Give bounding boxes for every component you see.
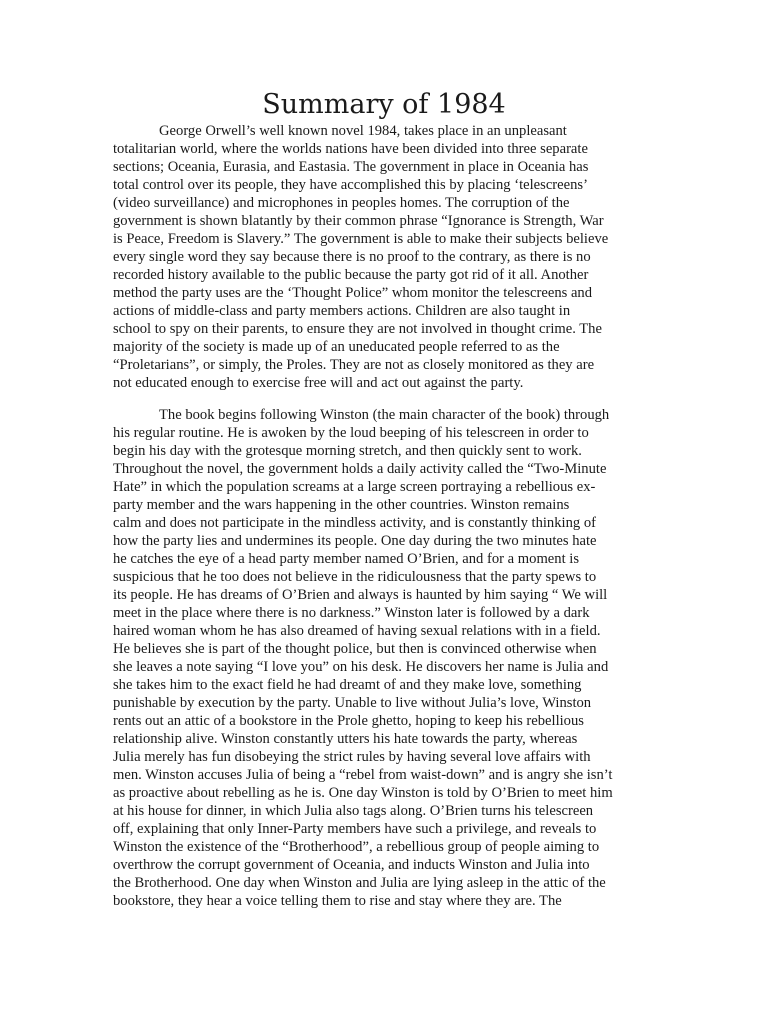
text-line: sections; Oceania, Eurasia, and Eastasia. The government in place in Oceania has: [113, 159, 589, 175]
text-line: its people. He has dreams of O’Brien and always is haunted by him saying “ We will: [113, 587, 608, 603]
text-line: actions of middle-class and party members actions. Children are also taught in: [113, 303, 571, 319]
text-line: off, explaining that only Inner-Party members have such a privilege, and reveals to: [113, 821, 597, 837]
text-line: “Proletarians”, or simply, the Proles. They are not as closely monitored as they are: [113, 357, 595, 373]
text-line: method the party uses are the ‘Thought Police” whom monitor the telescreens and: [113, 285, 593, 301]
text-line: school to spy on their parents, to ensure they are not involved in thought crime. The: [113, 321, 602, 337]
text-line: at his house for dinner, in which Julia also tags along. O’Brien turns his telescreen: [113, 803, 594, 819]
text-line: is Peace, Freedom is Slavery.” The government is able to make their subjects believe: [113, 231, 609, 247]
text-line: Throughout the novel, the government holds a daily activity called the “Two-Minute: [113, 461, 607, 477]
text-line: his regular routine. He is awoken by the loud beeping of his telescreen in order to: [113, 425, 589, 441]
text-line: totalitarian world, where the worlds nations have been divided into three separate: [113, 141, 588, 157]
text-line: majority of the society is made up of an uneducated people referred to as the: [113, 339, 560, 355]
text-line: men. Winston accuses Julia of being a “rebel from waist-down” and is angry she isn’t: [113, 767, 613, 783]
paragraph-1: [113, 122, 661, 392]
text-line: how the party lies and undermines its people. One day during the two minutes hate: [113, 533, 597, 549]
text-line: every single word they say because there is no proof to the contrary, as there is no: [113, 249, 591, 265]
text-line: party member and the wars happening in the other countries. Winston remains: [113, 497, 570, 513]
text-line: rents out an attic of a bookstore in the Prole ghetto, hoping to keep his rebellious: [113, 713, 584, 729]
text-line: (video surveillance) and microphones in peoples homes. The corruption of the: [113, 195, 570, 211]
text-line: George Orwell’s well known novel 1984, takes place in an unpleasant: [159, 123, 567, 139]
page-title: Summary of 1984: [262, 89, 506, 120]
text-line: He believes she is part of the thought police, but then is convinced otherwise when: [113, 641, 597, 657]
text-line: suspicious that he too does not believe in the ridiculousness that the party spews to: [113, 569, 597, 585]
text-line: he catches the eye of a head party member named O’Brien, and for a moment is: [113, 551, 580, 567]
text-line: begin his day with the grotesque morning stretch, and then quickly sent to work.: [113, 443, 582, 459]
text-line: overthrow the corrupt government of Oceania, and inducts Winston and Julia into: [113, 857, 590, 873]
text-line: as proactive about rebelling as he is. One day Winston is told by O’Brien to meet him: [113, 785, 613, 801]
paragraph-2: [113, 406, 661, 910]
text-line: The book begins following Winston (the main character of the book) through: [159, 407, 610, 423]
text-line: she leaves a note saying “I love you” on his desk. He discovers her name is Julia and: [113, 659, 609, 675]
text-line: bookstore, they hear a voice telling them to rise and stay where they are. The: [113, 893, 562, 909]
text-line: not educated enough to exercise free will and act out against the party.: [113, 375, 524, 391]
text-line: she takes him to the exact field he had dreamt of and they make love, something: [113, 677, 582, 693]
text-line: punishable by execution by the party. Unable to live without Julia’s love, Winston: [113, 695, 592, 711]
text-line: government is shown blatantly by their common phrase “Ignorance is Strength, War: [113, 213, 604, 229]
text-line: total control over its people, they have accomplished this by placing ‘telescreens’: [113, 177, 588, 193]
text-line: recorded history available to the public because the party got rid of it all. Another: [113, 267, 589, 283]
text-line: Hate” in which the population screams at a large screen portraying a rebellious ex-: [113, 479, 596, 495]
text-line: Winston the existence of the “Brotherhood”, a rebellious group of people aiming to: [113, 839, 600, 855]
text-line: Julia merely has fun disobeying the strict rules by having several love affairs with: [113, 749, 591, 765]
text-line: calm and does not participate in the mindless activity, and is constantly thinking of: [113, 515, 596, 531]
text-line: the Brotherhood. One day when Winston and Julia are lying asleep in the attic of the: [113, 875, 606, 891]
text-line: haired woman whom he has also dreamed of having sexual relations with in a field.: [113, 623, 601, 639]
text-line: meet in the place where there is no darkness.” Winston later is followed by a dark: [113, 605, 590, 621]
text-line: relationship alive. Winston constantly utters his hate towards the party, whereas: [113, 731, 578, 747]
